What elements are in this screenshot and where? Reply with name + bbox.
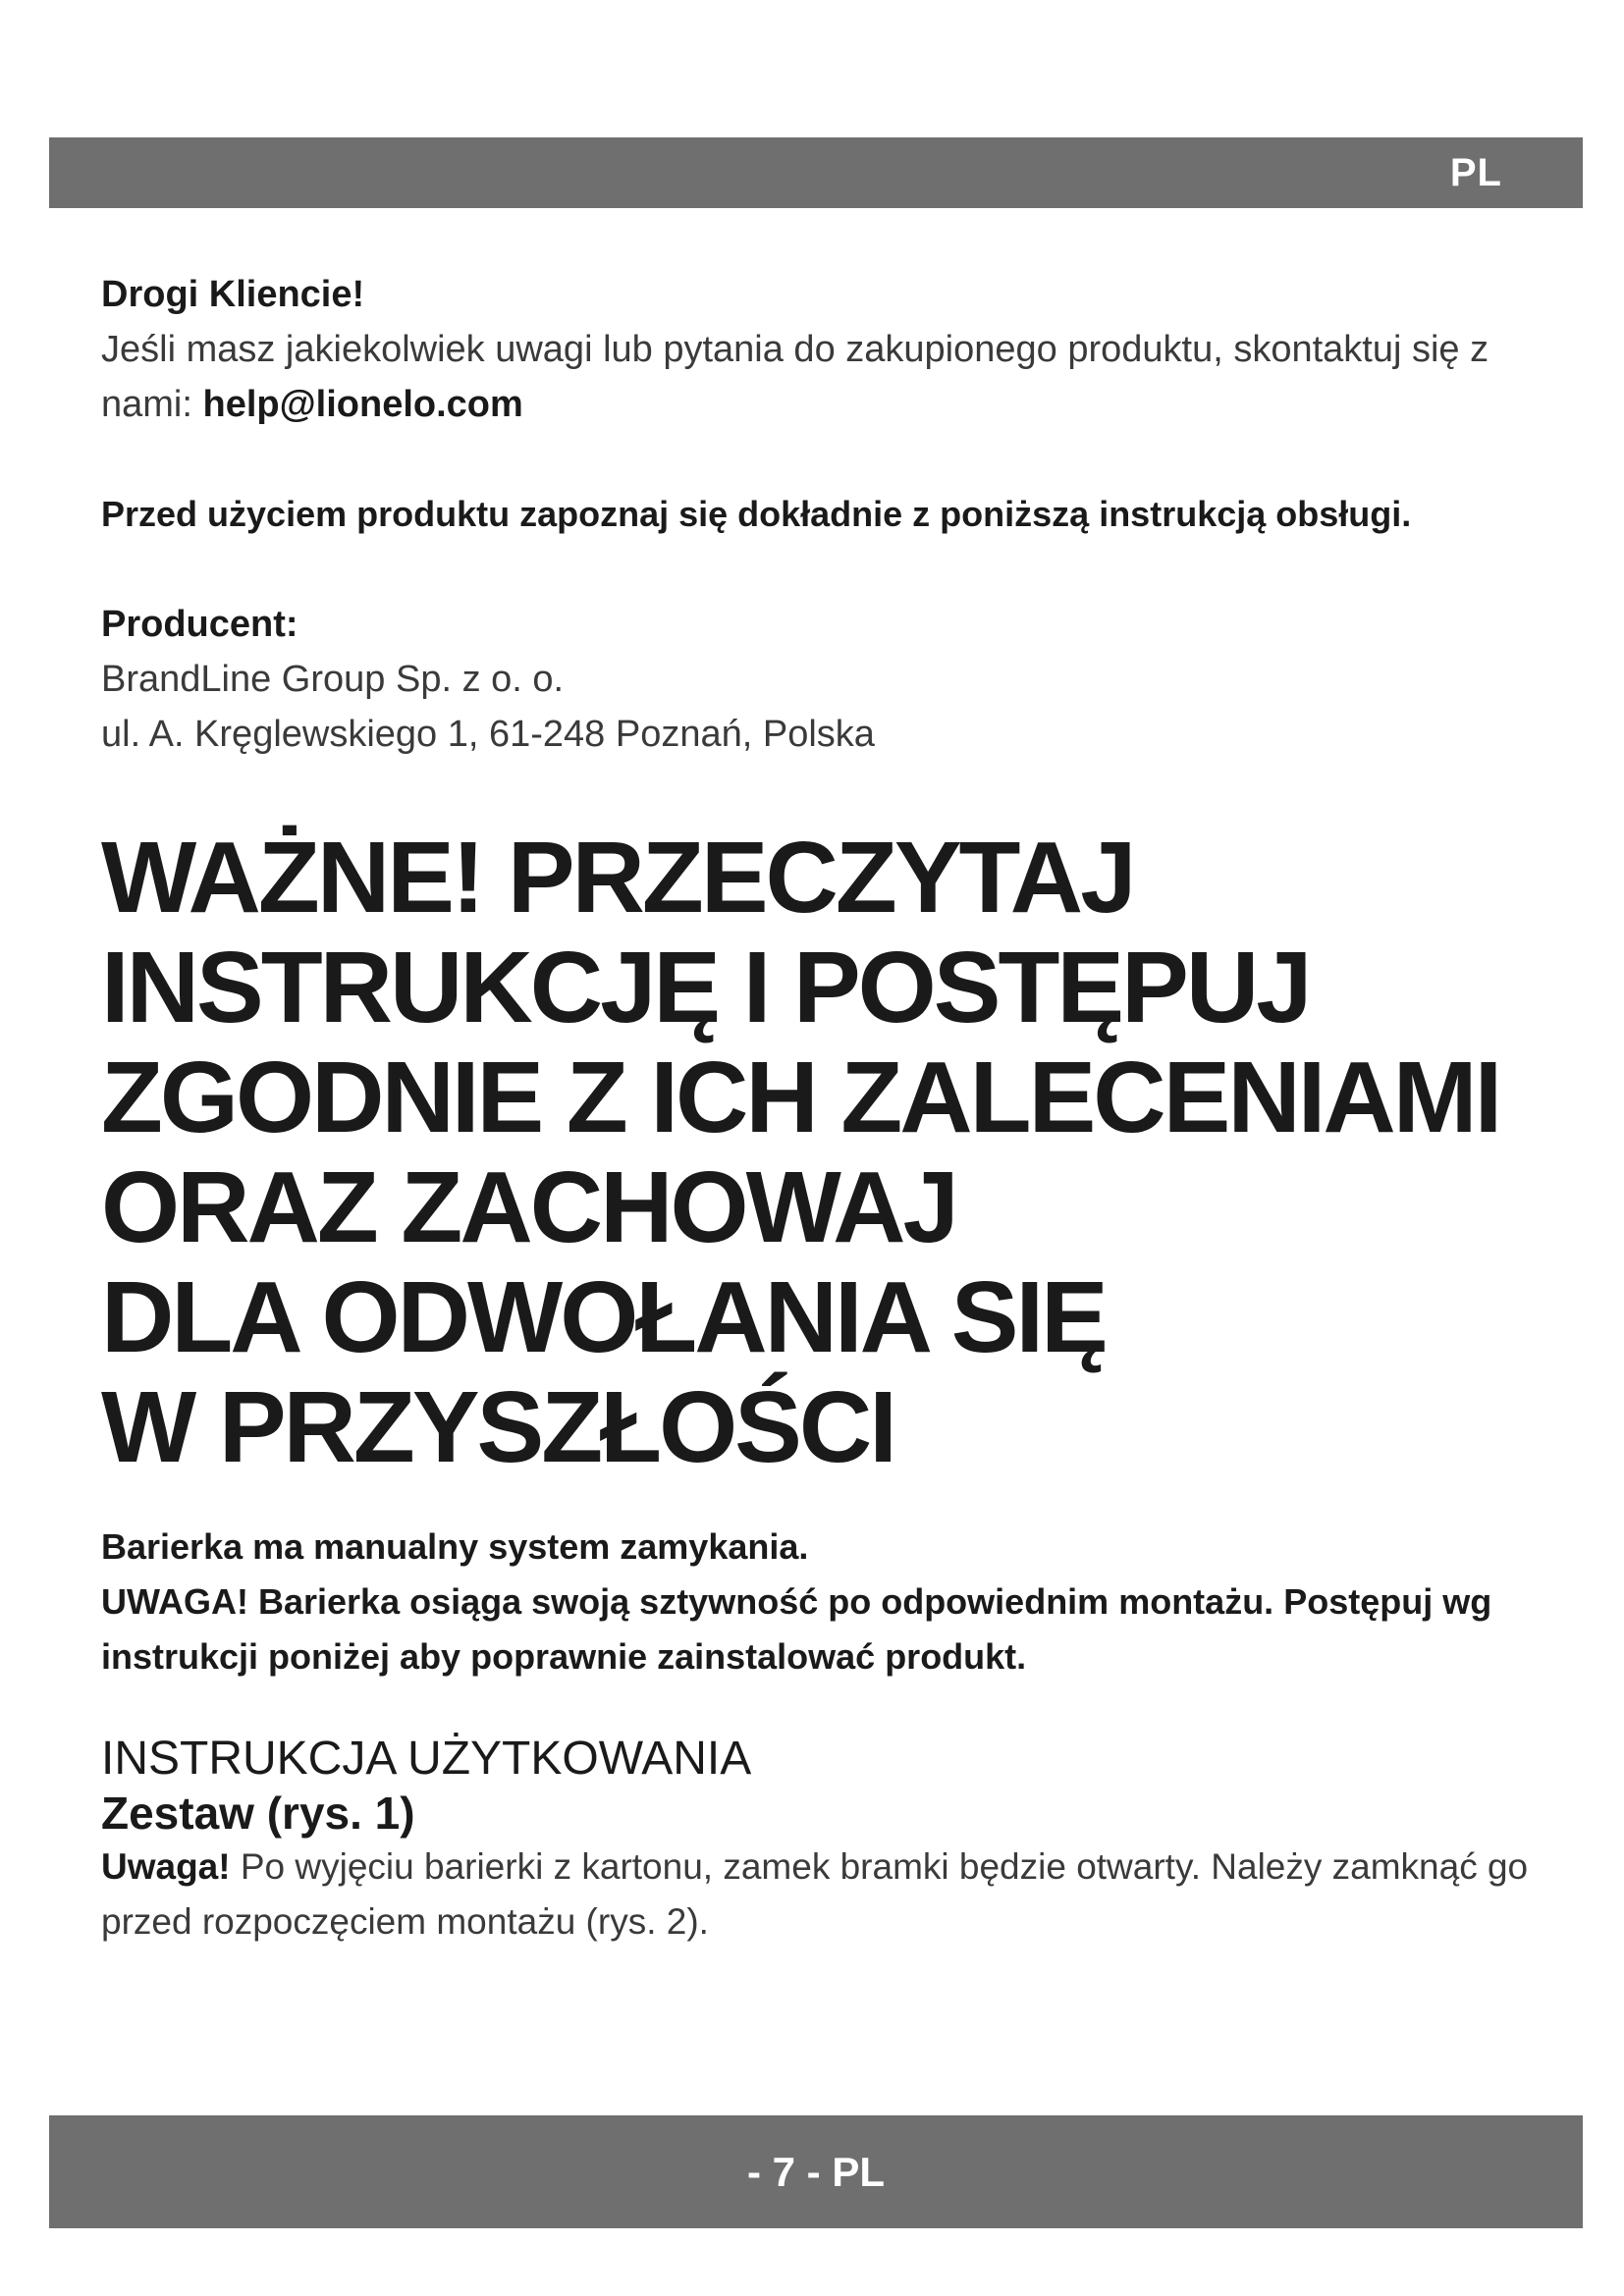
headline-line: DLA ODWOŁANIA SIĘ [101,1260,1106,1373]
read-instruction-note: Przed użyciem produktu zapoznaj się dokładnie z poniższą instrukcją obsługi. [101,494,1412,534]
language-label: PL [1449,151,1502,194]
headline-line: WAŻNE! PRZECZYTAJ [101,821,1134,934]
usage-section-title: INSTRUKCJA UŻYTKOWANIA [101,1733,752,1785]
header-bar [49,137,1583,208]
usage-warning [101,1840,1535,1949]
producer-address: ul. A. Kręglewskiego 1, 61-248 Poznań, Polska [101,714,875,755]
headline-line: ZGODNIE Z ICH ZALECENIAMI [101,1041,1500,1153]
contact-email-link[interactable]: help@lionelo.com [202,384,523,425]
page-content [101,267,1535,1949]
headline-line: W PRZYSZŁOŚCI [101,1370,894,1483]
footer-bar [49,2115,1583,2228]
assembly-warning: UWAGA! Barierka osiąga swoją sztywność po odpowiednim montażu. Postępuj wg instrukcji poniżej aby poprawnie zainstalować produkt. [101,1581,1492,1677]
headline-line: ORAZ ZACHOWAJ [101,1150,956,1263]
usage-warning-text: Po wyjęciu barierki z kartonu, zamek bramki będzie otwarty. Należy zamknąć go przed rozpoczęciem montażu (rys. 2). [101,1846,1529,1942]
producer-label: Producent: [101,604,298,645]
page-number: - 7 - PL [746,2149,885,2195]
locking-system-note: Barierka ma manualny system zamykania. [101,1526,809,1567]
greeting: Drogi Kliencie! [101,274,365,315]
important-headline [101,823,1535,1482]
usage-warning-label: Uwaga! [101,1846,231,1887]
contact-text: Jeśli masz jakiekolwiek uwagi lub pytania do zakupionego produktu, skontaktuj się z nami: [101,329,1489,425]
producer-company: BrandLine Group Sp. z o. o. [101,659,565,700]
headline-line: INSTRUKCJĘ I POSTĘPUJ [101,931,1310,1043]
contact-paragraph [101,322,1535,432]
usage-section-subtitle: Zestaw (rys. 1) [101,1788,415,1839]
